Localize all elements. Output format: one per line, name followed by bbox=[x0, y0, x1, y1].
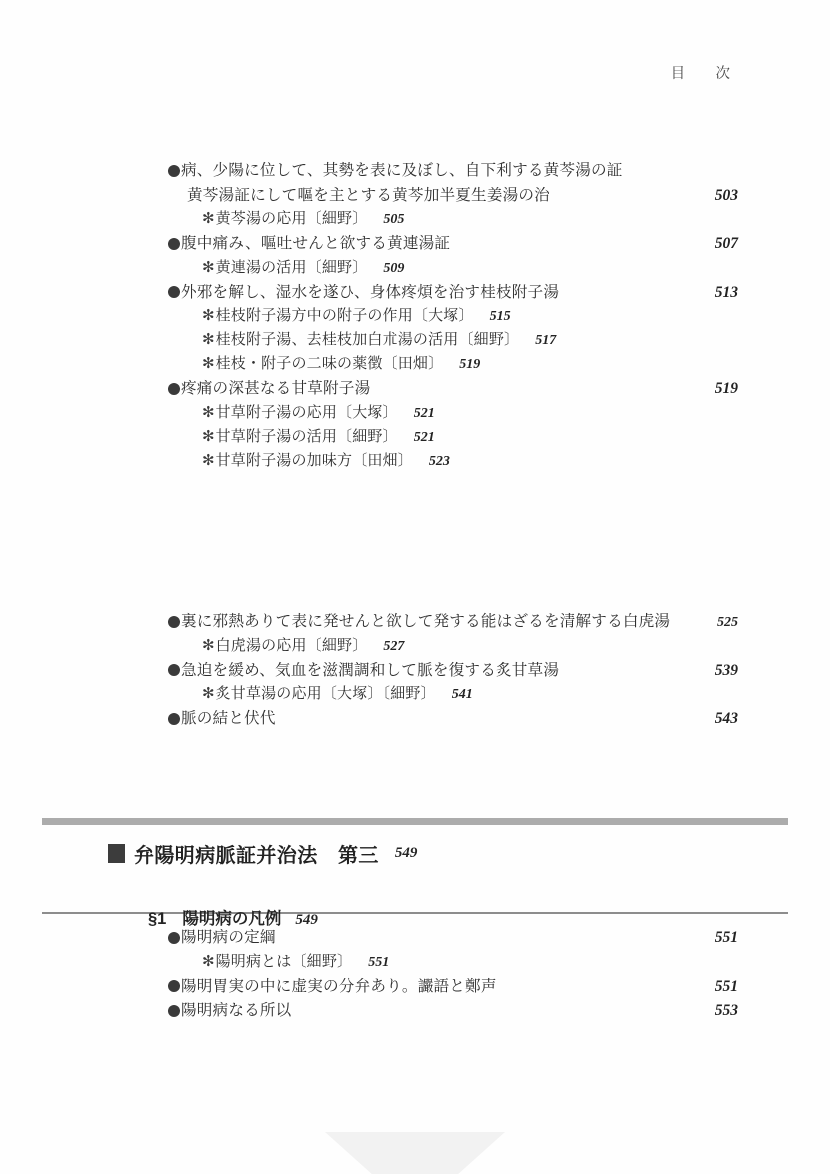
toc-entry[interactable] bbox=[168, 430, 738, 445]
disc-bullet-icon bbox=[168, 616, 180, 628]
toc-entry[interactable] bbox=[168, 979, 738, 995]
toc-entry-title: 炙甘草湯の応用〔大塚〕〔細野〕 bbox=[215, 686, 436, 703]
asterisk-bullet-icon: ✻ bbox=[202, 356, 215, 373]
asterisk-bullet-icon: ✻ bbox=[202, 332, 215, 349]
toc-block-yomei bbox=[168, 930, 738, 1028]
toc-entry[interactable] bbox=[168, 357, 738, 372]
asterisk-bullet-icon: ✻ bbox=[202, 686, 215, 703]
toc-entry-pageno: 541 bbox=[451, 687, 473, 703]
toc-entry[interactable] bbox=[168, 663, 738, 679]
toc-entry-pageno: 551 bbox=[714, 929, 738, 947]
chapter-heading[interactable] bbox=[42, 839, 788, 868]
toc-entry-pageno: 539 bbox=[714, 661, 738, 679]
asterisk-bullet-icon: ✻ bbox=[202, 428, 215, 445]
toc-entry-title: 桂枝附子湯方中の附子の作用〔大塚〕 bbox=[215, 308, 474, 325]
toc-entry-pageno: 503 bbox=[714, 186, 738, 204]
toc-entry[interactable] bbox=[168, 309, 738, 324]
disc-bullet-icon bbox=[168, 165, 180, 177]
chapter-rule-thick bbox=[42, 818, 788, 825]
section-title: 陽明病の凡例 bbox=[182, 910, 282, 928]
toc-entry-pageno: 515 bbox=[489, 309, 511, 325]
toc-entry-pageno: 553 bbox=[714, 1002, 738, 1020]
toc-entry-title: 黄芩湯の応用〔細野〕 bbox=[215, 211, 368, 228]
toc-entry-title: 腹中痛み、嘔吐せんと欲する黄連湯証 bbox=[181, 235, 451, 253]
toc-entry[interactable] bbox=[168, 930, 738, 946]
toc-entry-pageno: 543 bbox=[714, 710, 738, 728]
disc-bullet-icon bbox=[168, 286, 180, 298]
toc-entry[interactable] bbox=[168, 188, 738, 204]
toc-entry-title: 外邪を解し、湿水を遂ひ、身体疼煩を治す桂枝附子湯 bbox=[181, 283, 560, 301]
dot-leader bbox=[281, 713, 699, 723]
asterisk-bullet-icon: ✻ bbox=[202, 211, 215, 228]
disc-bullet-icon bbox=[168, 664, 180, 676]
toc-entry-title: 甘草附子湯の応用〔大塚〕 bbox=[215, 404, 398, 421]
toc-entry-pageno: 519 bbox=[459, 357, 481, 373]
toc-entry-pageno: 525 bbox=[717, 614, 738, 630]
toc-entry-pageno: 551 bbox=[368, 954, 390, 970]
toc-entry-pageno: 509 bbox=[383, 260, 405, 276]
toc-entry[interactable] bbox=[168, 1003, 738, 1019]
toc-entry-title: 陽明病とは〔細野〕 bbox=[215, 953, 353, 970]
chapter-title: 弁陽明病脈証并治法 第三 bbox=[134, 845, 379, 867]
toc-entry[interactable] bbox=[168, 639, 738, 654]
toc-entry-title: 病、少陽に位して、其勢を表に及ぼし、自下利する黄芩湯の証 bbox=[181, 162, 623, 179]
dot-leader bbox=[455, 238, 699, 248]
toc-entry-pageno: 513 bbox=[714, 283, 738, 301]
disc-bullet-icon bbox=[168, 383, 180, 395]
toc-entry-pageno: 517 bbox=[535, 333, 557, 349]
section-heading[interactable] bbox=[148, 905, 318, 929]
toc-entry-pageno: 519 bbox=[714, 380, 738, 398]
dot-leader bbox=[502, 980, 699, 990]
toc-entry-title: 桂枝・附子の二味の薬徴〔田畑〕 bbox=[215, 356, 444, 373]
disc-bullet-icon bbox=[168, 980, 180, 992]
toc-entry[interactable] bbox=[168, 333, 738, 348]
toc-entry-pageno: 521 bbox=[413, 405, 435, 421]
toc-entry[interactable] bbox=[168, 687, 738, 702]
toc-entry-pageno: 523 bbox=[428, 453, 450, 469]
toc-entry[interactable] bbox=[168, 614, 738, 630]
toc-entry-title: 桂枝附子湯、去桂枝加白朮湯の活用〔細野〕 bbox=[215, 332, 520, 349]
section-pageno: 549 bbox=[295, 912, 318, 928]
dot-leader bbox=[296, 1005, 699, 1015]
toc-entry[interactable] bbox=[168, 163, 738, 179]
toc-entry-title: 甘草附子湯の加味方〔田畑〕 bbox=[215, 452, 413, 469]
page-fold-shadow bbox=[325, 1132, 505, 1174]
toc-entry-title: 陽明病の定綱 bbox=[181, 929, 276, 946]
dot-leader bbox=[555, 189, 699, 199]
toc-entry-title: 甘草附子湯の活用〔細野〕 bbox=[215, 428, 398, 445]
chapter-band bbox=[42, 818, 788, 914]
toc-entry[interactable] bbox=[168, 261, 738, 276]
asterisk-bullet-icon: ✻ bbox=[202, 259, 215, 276]
toc-entry-pageno: 505 bbox=[383, 212, 405, 228]
asterisk-bullet-icon: ✻ bbox=[202, 308, 215, 325]
toc-entry-pageno: 507 bbox=[714, 235, 738, 253]
disc-bullet-icon bbox=[168, 713, 180, 725]
disc-bullet-icon bbox=[168, 238, 180, 250]
toc-entry-title: 白虎湯の応用〔細野〕 bbox=[215, 637, 368, 654]
dot-leader bbox=[375, 383, 699, 393]
toc-entry[interactable] bbox=[168, 212, 738, 227]
toc-entry[interactable] bbox=[168, 454, 738, 469]
toc-entry-pageno: 521 bbox=[413, 429, 435, 445]
disc-bullet-icon bbox=[168, 1005, 180, 1017]
toc-entry-pageno: 527 bbox=[383, 638, 405, 654]
asterisk-bullet-icon: ✻ bbox=[202, 953, 215, 970]
toc-block-byakkoto bbox=[168, 614, 738, 736]
dot-leader bbox=[564, 286, 699, 296]
toc-entry-title: 疼痛の深甚なる甘草附子湯 bbox=[181, 380, 371, 398]
toc-entry-title: 陽明胃実の中に虚実の分弁あり。讝語と鄭声 bbox=[181, 977, 497, 995]
running-head: 目 次 bbox=[670, 66, 738, 82]
toc-entry-title: 急迫を緩め、気血を滋潤調和して脈を復する炙甘草湯 bbox=[181, 661, 560, 679]
toc-entry-title: 裏に邪熱ありて表に発せんと欲して発する能はざるを清解する白虎湯 bbox=[181, 613, 671, 630]
section-number: §1 bbox=[148, 910, 167, 928]
toc-entry[interactable] bbox=[168, 711, 738, 727]
asterisk-bullet-icon: ✻ bbox=[202, 637, 215, 654]
toc-entry[interactable] bbox=[168, 955, 738, 970]
square-bullet-icon bbox=[108, 844, 125, 863]
toc-block-shoyo bbox=[168, 163, 738, 478]
toc-entry-title: 黄連湯の活用〔細野〕 bbox=[215, 259, 368, 276]
dot-leader bbox=[281, 932, 699, 942]
dot-leader bbox=[564, 664, 699, 674]
toc-entry-title: 黄芩湯証にして嘔を主とする黄芩加半夏生姜湯の治 bbox=[187, 186, 550, 204]
toc-entry[interactable] bbox=[168, 381, 738, 397]
chapter-pageno: 549 bbox=[394, 845, 418, 861]
toc-entry[interactable] bbox=[168, 406, 738, 421]
toc-entry[interactable] bbox=[168, 236, 738, 252]
disc-bullet-icon bbox=[168, 932, 180, 944]
toc-entry-title: 陽明病なる所以 bbox=[181, 1002, 292, 1020]
asterisk-bullet-icon: ✻ bbox=[202, 404, 215, 421]
toc-entry[interactable] bbox=[168, 285, 738, 301]
asterisk-bullet-icon: ✻ bbox=[202, 452, 215, 469]
toc-entry-title: 脈の結と伏代 bbox=[181, 710, 276, 728]
toc-entry-pageno: 551 bbox=[714, 977, 738, 995]
